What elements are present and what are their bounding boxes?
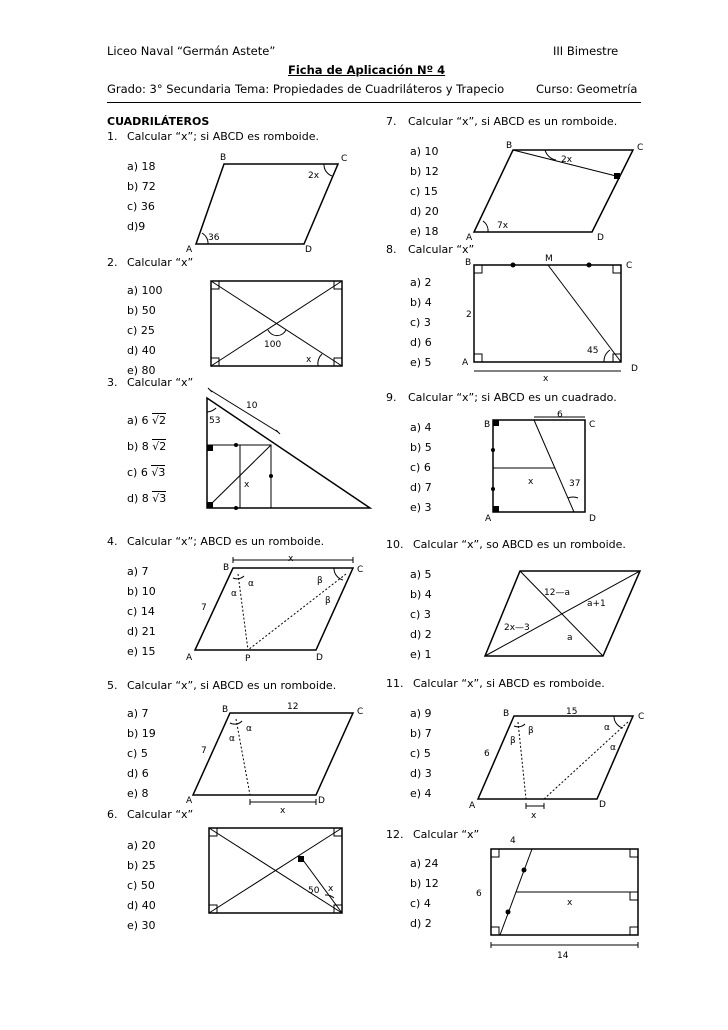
- option[interactable]: b) 19: [127, 727, 156, 740]
- option[interactable]: c) 15: [410, 185, 438, 198]
- top-label: 12: [287, 702, 299, 712]
- option[interactable]: b) 72: [127, 180, 156, 193]
- x-label: x: [531, 811, 537, 821]
- option[interactable]: c) 3: [410, 316, 431, 329]
- option[interactable]: e) 1: [410, 648, 432, 661]
- vertex-c-label: C: [341, 154, 348, 164]
- problem-10-number: 10.: [386, 538, 404, 551]
- option[interactable]: a) 7: [127, 707, 149, 720]
- problem-6-number: 6.: [107, 808, 118, 821]
- option[interactable]: c) 4: [410, 897, 431, 910]
- option[interactable]: d) 40: [127, 344, 156, 357]
- option[interactable]: a) 2: [410, 276, 432, 289]
- option[interactable]: a) 9: [410, 707, 432, 720]
- problem-9-number: 9.: [386, 391, 397, 404]
- option[interactable]: a) 4: [410, 421, 432, 434]
- vertex-a-label: A: [186, 796, 193, 806]
- problem-1-number: 1.: [107, 130, 118, 143]
- alpha-label: α: [231, 589, 237, 599]
- vertex-a-label: A: [186, 245, 193, 255]
- x-label: x: [280, 806, 286, 816]
- topic-label: Tema: Propiedades de Cuadriláteros y Trapecio: [235, 82, 505, 96]
- option[interactable]: c) 25: [127, 324, 155, 337]
- vertex-a-label: A: [466, 233, 473, 243]
- vertex-a-label: A: [485, 514, 492, 524]
- problem-4-number: 4.: [107, 535, 118, 548]
- point-m-label: M: [545, 254, 553, 264]
- option[interactable]: d) 6: [410, 336, 432, 349]
- x-label: x: [567, 898, 573, 908]
- vertex-d-label: D: [597, 233, 604, 243]
- option[interactable]: c) 50: [127, 879, 155, 892]
- option[interactable]: d) 7: [410, 481, 432, 494]
- vertex-b-label: B: [222, 705, 229, 715]
- side-label: 6: [476, 889, 482, 899]
- x-label: x: [328, 884, 334, 894]
- option[interactable]: b) 50: [127, 304, 156, 317]
- angle-label: 2x: [561, 155, 573, 165]
- problem-11-number: 11.: [386, 677, 404, 690]
- side-label: 7: [201, 603, 207, 613]
- top-label: 15: [566, 707, 578, 717]
- angle-label: 2x: [308, 171, 320, 181]
- vertex-d-label: D: [589, 514, 596, 524]
- option[interactable]: a) 7: [127, 565, 149, 578]
- alpha-label: α: [248, 579, 254, 589]
- angle-label: 50: [308, 886, 320, 896]
- alpha-label: α: [246, 724, 252, 734]
- problem-3-number: 3.: [107, 376, 118, 389]
- option[interactable]: d) 8 √3: [127, 492, 167, 505]
- option[interactable]: d) 21: [127, 625, 156, 638]
- option[interactable]: c) 6 √3: [127, 466, 166, 479]
- vertex-b-label: B: [506, 141, 513, 151]
- vertex-c-label: C: [638, 712, 645, 722]
- option[interactable]: b) 5: [410, 441, 432, 454]
- angle-label: x: [306, 355, 312, 365]
- option[interactable]: b) 12: [410, 877, 439, 890]
- segment-label: a+1: [587, 599, 606, 609]
- problem-3-text: Calcular “x”: [127, 376, 194, 389]
- option[interactable]: b) 4: [410, 296, 432, 309]
- side-label: 6: [484, 749, 490, 759]
- segment-label: 2x—3: [504, 623, 530, 633]
- option[interactable]: d) 40: [127, 899, 156, 912]
- problem-5-text: Calcular “x”, si ABCD es un romboide.: [127, 679, 337, 692]
- option[interactable]: d) 2: [410, 917, 432, 930]
- problem-12-number: 12.: [386, 828, 404, 841]
- option[interactable]: b) 4: [410, 588, 432, 601]
- vertex-c-label: C: [357, 707, 364, 717]
- vertex-a-label: A: [462, 358, 469, 368]
- top-label: 4: [510, 836, 516, 846]
- option[interactable]: c) 36: [127, 200, 155, 213]
- option[interactable]: a) 20: [127, 839, 156, 852]
- problem-11-text: Calcular “x”, si ABCD es romboide.: [413, 677, 605, 690]
- problem-6-text: Calcular “x”: [127, 808, 194, 821]
- x-label: x: [528, 477, 534, 487]
- beta-label: β: [510, 736, 516, 746]
- option[interactable]: e) 5: [410, 356, 432, 369]
- bottom-label: 14: [557, 951, 569, 961]
- option[interactable]: b) 7: [410, 727, 432, 740]
- option[interactable]: b) 25: [127, 859, 156, 872]
- vertex-d-label: D: [599, 800, 606, 810]
- vertex-a-label: A: [469, 801, 476, 811]
- option[interactable]: d) 6: [127, 767, 149, 780]
- segment-label: 12—a: [544, 588, 570, 598]
- vertex-d-label: D: [631, 364, 638, 374]
- problem-4-text: Calcular “x”; ABCD es un romboide.: [127, 535, 325, 548]
- beta-label: β: [325, 596, 331, 606]
- alpha-label: α: [229, 734, 235, 744]
- vertex-d-label: D: [316, 653, 323, 663]
- option[interactable]: c) 14: [127, 605, 155, 618]
- course-label: Curso: Geometría: [536, 82, 638, 96]
- problem-8-text: Calcular “x”: [408, 243, 475, 256]
- vertex-d-label: D: [305, 245, 312, 255]
- option[interactable]: d) 2: [410, 628, 432, 641]
- option[interactable]: a) 100: [127, 284, 163, 297]
- option[interactable]: c) 5: [127, 747, 148, 760]
- point-p-label: P: [245, 654, 251, 664]
- option[interactable]: e) 18: [410, 225, 439, 238]
- vertex-a-label: A: [186, 653, 193, 663]
- vertex-b-label: B: [220, 153, 227, 163]
- vertex-c-label: C: [589, 420, 596, 430]
- option[interactable]: d) 3: [410, 767, 432, 780]
- problem-2-text: Calcular “x”: [127, 256, 194, 269]
- angle-label: 100: [264, 340, 282, 350]
- term-label: III Bimestre: [553, 44, 619, 58]
- alpha-label: α: [610, 743, 616, 753]
- vertex-b-label: B: [503, 709, 510, 719]
- option[interactable]: e) 80: [127, 364, 156, 377]
- option[interactable]: d)9: [127, 220, 146, 233]
- option[interactable]: b) 8 √2: [127, 440, 167, 453]
- beta-label: β: [528, 726, 534, 736]
- problem-9-text: Calcular “x”; si ABCD es un cuadrado.: [408, 391, 617, 404]
- problem-7-text: Calcular “x”, si ABCD es un romboide.: [408, 115, 618, 128]
- option[interactable]: e) 30: [127, 919, 156, 932]
- angle-label: 45: [587, 346, 599, 356]
- side-label: 10: [246, 401, 258, 411]
- option[interactable]: b) 12: [410, 165, 439, 178]
- problem-2-number: 2.: [107, 256, 118, 269]
- problem-12-text: Calcular “x”: [413, 828, 480, 841]
- option[interactable]: a) 18: [127, 160, 156, 173]
- angle-label: 36: [208, 233, 220, 243]
- option[interactable]: c) 6: [410, 461, 431, 474]
- option[interactable]: e) 8: [127, 787, 149, 800]
- alpha-label: α: [604, 723, 610, 733]
- grade-label: Grado: 3° Secundaria: [107, 82, 231, 96]
- vertex-d-label: D: [318, 796, 325, 806]
- beta-label: β: [317, 576, 323, 586]
- vertex-b-label: B: [223, 563, 230, 573]
- section-title: CUADRILÁTEROS: [107, 115, 210, 128]
- school-name: Liceo Naval “Germán Astete”: [107, 44, 276, 58]
- top-label: 6: [557, 410, 563, 420]
- vertex-c-label: C: [626, 261, 633, 271]
- angle-label: 7x: [497, 221, 509, 231]
- option[interactable]: c) 5: [410, 747, 431, 760]
- x-label: x: [288, 554, 294, 564]
- option[interactable]: a) 24: [410, 857, 439, 870]
- vertex-c-label: C: [357, 565, 364, 575]
- option[interactable]: a) 6 √2: [127, 414, 167, 427]
- problem-5-number: 5.: [107, 679, 118, 692]
- option[interactable]: e) 4: [410, 787, 432, 800]
- problem-7-number: 7.: [386, 115, 397, 128]
- sheet-title: Ficha de Aplicación Nº 4: [288, 63, 446, 77]
- option[interactable]: e) 15: [127, 645, 156, 658]
- side-label: 2: [466, 310, 472, 320]
- problem-10-text: Calcular “x”, so ABCD es un romboide.: [413, 538, 626, 551]
- problem-1-text: Calcular “x”; si ABCD es romboide.: [127, 130, 319, 143]
- option[interactable]: b) 10: [127, 585, 156, 598]
- option[interactable]: d) 20: [410, 205, 439, 218]
- problem-8-number: 8.: [386, 243, 397, 256]
- angle-label: 37: [569, 479, 581, 489]
- option[interactable]: a) 10: [410, 145, 439, 158]
- angle-label: 53: [209, 416, 221, 426]
- x-label: x: [244, 480, 250, 490]
- vertex-b-label: B: [484, 420, 491, 430]
- vertex-c-label: C: [637, 143, 644, 153]
- option[interactable]: a) 5: [410, 568, 432, 581]
- x-label: x: [543, 374, 549, 384]
- option[interactable]: c) 3: [410, 608, 431, 621]
- option[interactable]: e) 3: [410, 501, 432, 514]
- segment-label: a: [567, 633, 573, 643]
- side-label: 7: [201, 746, 207, 756]
- vertex-b-label: B: [465, 258, 472, 268]
